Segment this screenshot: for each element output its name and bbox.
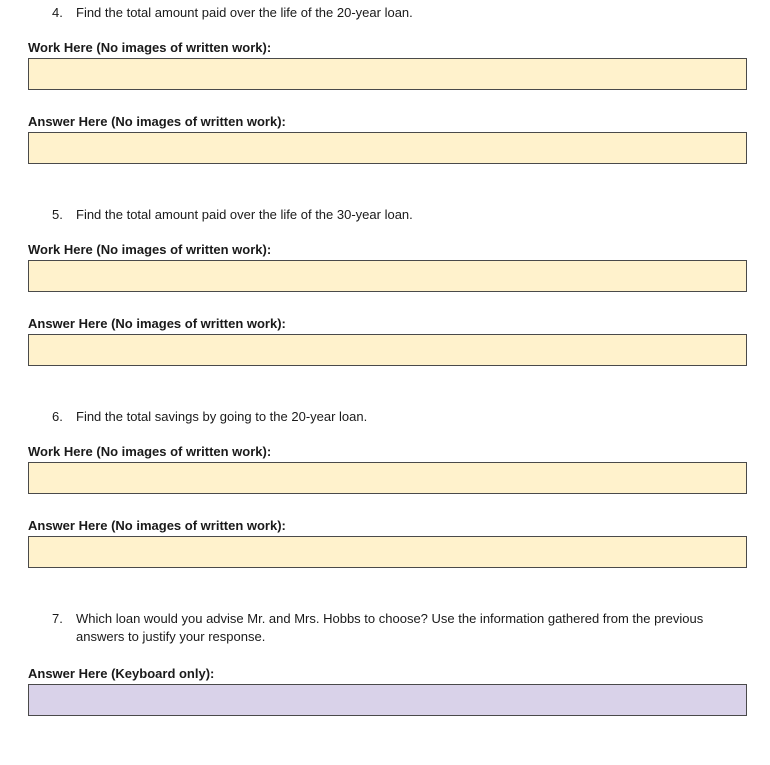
question-6: [52, 408, 742, 426]
work-label-q4: Work Here (No images of written work):: [28, 40, 272, 55]
question-text: Which loan would you advise Mr. and Mrs. Hobbs to choose? Use the information gathered from the previous answers to justify your response.: [76, 611, 704, 644]
question-number: 6.: [52, 409, 63, 424]
answer-label-q6: Answer Here (No images of written work):: [28, 518, 286, 533]
question-text: Find the total amount paid over the life of the 30-year loan.: [76, 207, 413, 222]
question-7: [52, 610, 742, 646]
answer-field-q5[interactable]: [28, 334, 747, 366]
question-text: Find the total amount paid over the life of the 20-year loan.: [76, 5, 413, 20]
question-5: [52, 206, 742, 224]
answer-field-q7[interactable]: [28, 684, 747, 716]
answer-field-q6[interactable]: [28, 536, 747, 568]
question-number: 7.: [52, 611, 63, 626]
work-field-q5[interactable]: [28, 260, 747, 292]
work-field-q6[interactable]: [28, 462, 747, 494]
answer-label-q7: Answer Here (Keyboard only):: [28, 666, 215, 681]
answer-label-q5: Answer Here (No images of written work):: [28, 316, 286, 331]
question-4: [52, 4, 742, 22]
work-field-q4[interactable]: [28, 58, 747, 90]
work-label-q6: Work Here (No images of written work):: [28, 444, 272, 459]
question-text: Find the total savings by going to the 20-year loan.: [76, 409, 368, 424]
question-number: 4.: [52, 5, 63, 20]
answer-label-q4: Answer Here (No images of written work):: [28, 114, 286, 129]
answer-field-q4[interactable]: [28, 132, 747, 164]
work-label-q5: Work Here (No images of written work):: [28, 242, 272, 257]
question-number: 5.: [52, 207, 63, 222]
